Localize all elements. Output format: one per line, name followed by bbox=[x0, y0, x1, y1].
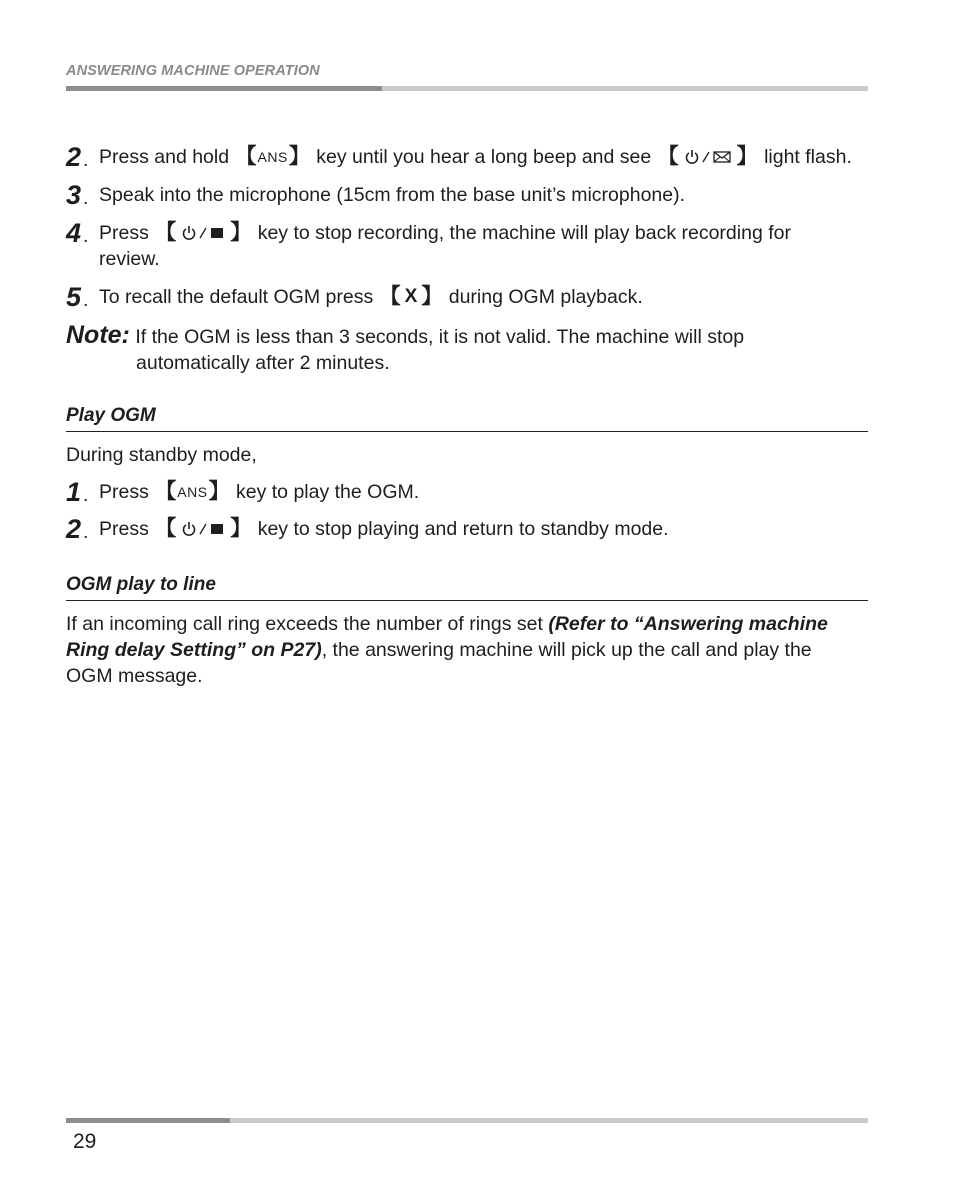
slash-icon bbox=[701, 150, 711, 164]
paragraph-text: OGM message. bbox=[66, 665, 203, 687]
power-mail-key: 【 】 bbox=[657, 145, 758, 168]
play-step-2: 2 . Press 【 】 key to stop playing and return to standby mode. bbox=[66, 514, 669, 544]
slash-icon bbox=[198, 522, 208, 536]
ogm-line-paragraph bbox=[66, 611, 870, 689]
paragraph-text: , the answering machine will pick up the call and play the bbox=[321, 639, 812, 661]
stop-icon bbox=[210, 523, 224, 535]
reference-text: (Refer to “Answering machine bbox=[548, 613, 828, 635]
step-text: during OGM playback. bbox=[448, 286, 643, 308]
power-icon bbox=[685, 149, 699, 165]
section-title-ogm-play-to-line: OGM play to line bbox=[66, 574, 216, 595]
step-text: Speak into the microphone (15cm from the base unit’s microphone). bbox=[99, 184, 686, 206]
reference-text: Ring delay Setting” on P27) bbox=[66, 639, 322, 661]
step-3: 3 . Speak into the microphone (15cm from the base unit’s microphone). bbox=[66, 182, 99, 211]
step-text: Press and hold bbox=[99, 146, 230, 168]
section-header: ANSWERING MACHINE OPERATION bbox=[66, 63, 320, 79]
footer-rule-light bbox=[230, 1118, 868, 1123]
step-5: 5 . To recall the default OGM press 【 X 】 during OGM playback. bbox=[66, 282, 643, 312]
step-number: 1 bbox=[66, 477, 82, 507]
step-text: Press bbox=[99, 481, 149, 503]
step-number: 3 bbox=[66, 180, 82, 210]
step-number: 2 bbox=[66, 142, 82, 172]
note-label: Note: bbox=[66, 321, 130, 349]
play-step-1: 1 . Press 【 ANS 】 key to play the OGM. bbox=[66, 477, 420, 507]
step-number: 5 bbox=[66, 282, 82, 312]
step-number: 4 bbox=[66, 218, 82, 248]
footer-rule-dark bbox=[66, 1118, 230, 1123]
note bbox=[66, 322, 744, 376]
power-stop-key: 【 】 bbox=[155, 221, 252, 244]
paragraph-text: If an incoming call ring exceeds the number of rings set bbox=[66, 613, 543, 635]
step-number: 2 bbox=[66, 514, 82, 544]
step-text: key to stop recording, the machine will play back recording for bbox=[257, 222, 791, 244]
page-number: 29 bbox=[73, 1130, 97, 1153]
step-2: 2 . Press and hold 【 ANS 】 key until you hear a long beep and see 【 】 light flash. bbox=[66, 142, 852, 172]
header-rule-light bbox=[382, 86, 868, 91]
step-text: key to play the OGM. bbox=[236, 481, 420, 503]
stop-icon bbox=[210, 227, 224, 239]
step-text: review. bbox=[99, 248, 160, 270]
step-text: key to stop playing and return to standby mode. bbox=[257, 518, 669, 540]
note-text: automatically after 2 minutes. bbox=[136, 352, 390, 374]
note-text: If the OGM is less than 3 seconds, it is not valid. The machine will stop bbox=[135, 326, 745, 348]
step-text: light flash. bbox=[764, 146, 852, 168]
x-key: 【 X 】 bbox=[379, 285, 443, 308]
power-icon bbox=[182, 225, 196, 241]
ans-key: 【 ANS 】 bbox=[235, 145, 310, 168]
power-icon bbox=[182, 521, 196, 537]
section-title-play-ogm: Play OGM bbox=[66, 405, 156, 426]
power-stop-key: 【 】 bbox=[155, 517, 252, 540]
play-ogm-intro: During standby mode, bbox=[66, 444, 257, 466]
envelope-icon bbox=[713, 151, 731, 163]
ans-key: 【 ANS 】 bbox=[155, 480, 230, 503]
header-rule-dark bbox=[66, 86, 382, 91]
step-text: Press bbox=[99, 222, 149, 244]
section-rule bbox=[66, 431, 868, 432]
step-text: Press bbox=[99, 518, 149, 540]
slash-icon bbox=[198, 226, 208, 240]
step-text: key until you hear a long beep and see bbox=[316, 146, 652, 168]
step-text: To recall the default OGM press bbox=[99, 286, 374, 308]
section-rule bbox=[66, 600, 868, 601]
step-4: 4 . Press 【 】 key to stop recording, the machine will play back recording for review. bbox=[66, 218, 791, 270]
